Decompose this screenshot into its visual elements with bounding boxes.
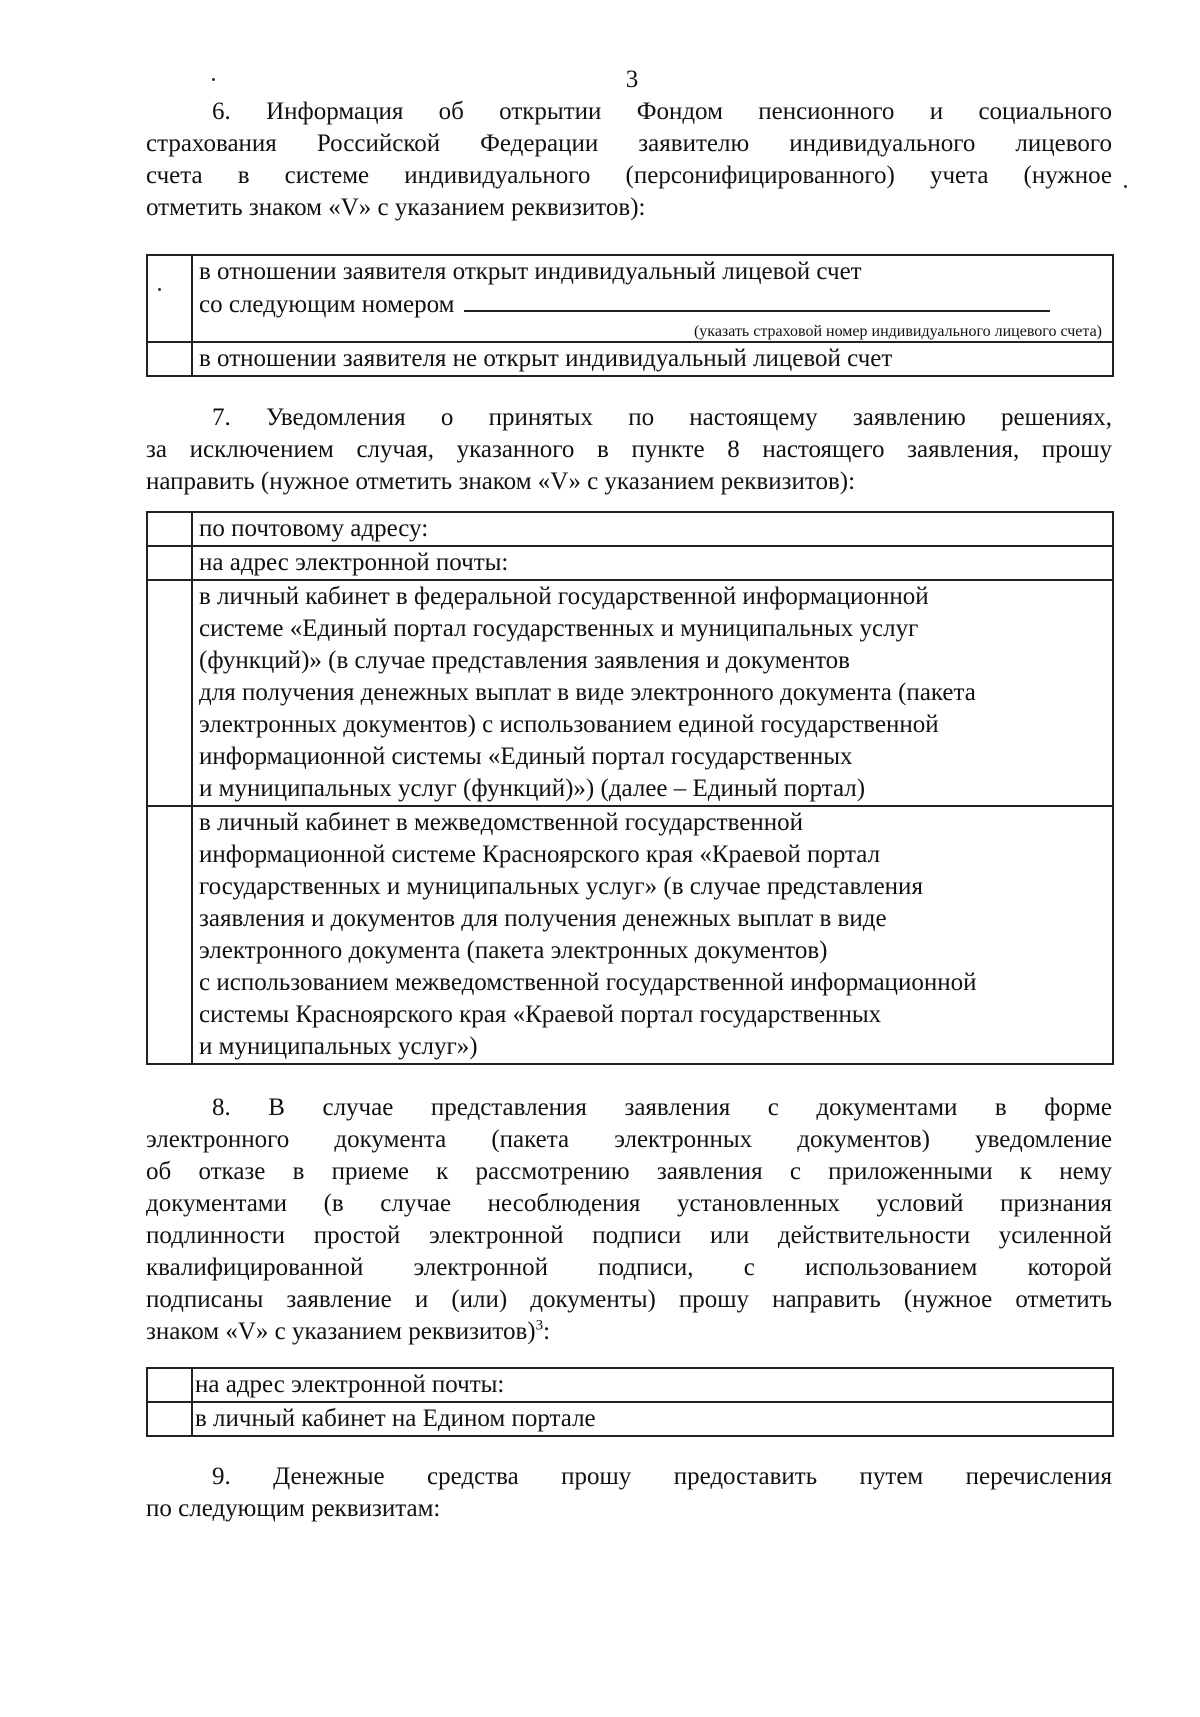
checkbox-email[interactable]	[147, 546, 192, 580]
page-number: 3	[625, 66, 639, 93]
option-line: системе «Единый портал государственных и муниципальных услуг	[199, 615, 919, 642]
section-6-text	[146, 96, 1112, 224]
option-account-not-opened: в отношении заявителя не открыт индивидуальный лицевой счет	[192, 342, 1113, 376]
text-line: 8. В случае представления заявления с документами в форме	[212, 1094, 1112, 1121]
section-8-text	[146, 1092, 1112, 1348]
option-line: электронного документа (пакета электронных документов)	[199, 937, 828, 964]
text-line: квалифицированной электронной подписи, с использованием которой	[146, 1254, 1112, 1281]
section-6-options-table	[146, 254, 1114, 377]
option-line: государственных и муниципальных услуг» (в случае представления	[199, 873, 923, 900]
option-line: информационной системе Красноярского края «Краевой портал	[199, 841, 881, 868]
option-label: со следующим номером	[199, 291, 455, 318]
option-label: в отношении заявителя открыт индивидуальный лицевой счет	[199, 258, 862, 285]
text-line: по следующим реквизитам:	[146, 1495, 441, 1522]
text-line: 9. Денежные средства прошу предоставить путем перечисления	[212, 1463, 1112, 1490]
checkbox-account-not-opened[interactable]	[147, 342, 192, 376]
account-number-input-line[interactable]	[464, 288, 1050, 312]
text-line: направить (нужное отметить знаком «V» с указанием реквизитов):	[146, 468, 856, 495]
section-8-options-table	[146, 1367, 1114, 1437]
scan-speck	[1124, 185, 1127, 188]
scan-speck	[158, 288, 161, 291]
option-line: в личный кабинет в межведомственной государственной	[199, 809, 803, 836]
option-line: электронных документов) с использованием единой государственной	[199, 711, 939, 738]
text-line: 6. Информация об открытии Фондом пенсионного и социального	[212, 98, 1112, 125]
table-row	[147, 342, 1113, 376]
table-row	[147, 580, 1113, 806]
checkbox-postal[interactable]	[147, 512, 192, 546]
section-7-text	[146, 402, 1112, 498]
table-row	[147, 255, 1113, 342]
table-row	[147, 1402, 1113, 1436]
option-postal: по почтовому адресу:	[192, 512, 1113, 546]
text-line: страхования Российской Федерации заявителю индивидуального лицевого	[146, 130, 1112, 157]
option-gosuslugi	[192, 580, 1113, 806]
section-7-options-table	[146, 511, 1114, 1065]
option-refusal-email: на адрес электронной почты:	[192, 1368, 1113, 1402]
text-line: знаком «V» с указанием реквизитов)$^3$:	[146, 1317, 551, 1345]
table-row	[147, 806, 1113, 1064]
text-line: за исключением случая, указанного в пункте 8 настоящего заявления, прошу	[146, 436, 1112, 463]
option-line: (функций)» (в случае представления заявления и документов	[199, 647, 850, 674]
option-line: для получения денежных выплат в виде электронного документа (пакета	[199, 679, 976, 706]
scan-speck	[212, 78, 215, 81]
table-row	[147, 512, 1113, 546]
text-line: отметить знаком «V» с указанием реквизитов):	[146, 194, 646, 221]
table-row	[147, 1368, 1113, 1402]
text-line: об отказе в приеме к рассмотрению заявления с приложенными к нему	[146, 1158, 1112, 1185]
text-line: счета в системе индивидуального (персонифицированного) учета (нужное	[146, 162, 1112, 189]
text-line: документами (в случае несоблюдения установленных условий признания	[146, 1190, 1112, 1217]
option-email: на адрес электронной почты:	[192, 546, 1113, 580]
option-account-opened	[192, 255, 1113, 342]
option-line: заявления и документов для получения денежных выплат в виде	[199, 905, 887, 932]
checkbox-regional-portal[interactable]	[147, 806, 192, 1064]
section-9-text	[146, 1461, 1112, 1525]
text-line: подлинности простой электронной подписи или действительности усиленной	[146, 1222, 1112, 1249]
option-line: системы Красноярского края «Краевой портал государственных	[199, 1001, 882, 1028]
text-line: электронного документа (пакета электронных документов) уведомление	[146, 1126, 1112, 1153]
option-regional-portal	[192, 806, 1113, 1064]
text-line: 7. Уведомления о принятых по настоящему заявлению решениях,	[212, 404, 1112, 431]
option-line: и муниципальных услуг (функций)») (далее – Единый портал)	[199, 775, 866, 802]
option-line: информационной системы «Единый портал государственных	[199, 743, 853, 770]
option-refusal-portal: в личный кабинет на Едином портале	[192, 1402, 1113, 1436]
account-number-field[interactable]	[199, 288, 1106, 321]
field-hint: (указать страховой номер индивидуального лицевого счета)	[693, 323, 1102, 340]
checkbox-gosuslugi[interactable]	[147, 580, 192, 806]
option-line: в личный кабинет в федеральной государственной информационной	[199, 583, 929, 610]
checkbox-refusal-email[interactable]	[147, 1368, 192, 1402]
checkbox-refusal-portal[interactable]	[147, 1402, 192, 1436]
footnote-mark: 3	[535, 1317, 544, 1334]
text-line: подписаны заявление и (или) документы) прошу направить (нужное отметить	[146, 1286, 1112, 1313]
option-line: и муниципальных услуг»)	[199, 1033, 478, 1060]
checkbox-account-opened[interactable]	[147, 255, 192, 342]
option-line: с использованием межведомственной государственной информационной	[199, 969, 977, 996]
table-row	[147, 546, 1113, 580]
